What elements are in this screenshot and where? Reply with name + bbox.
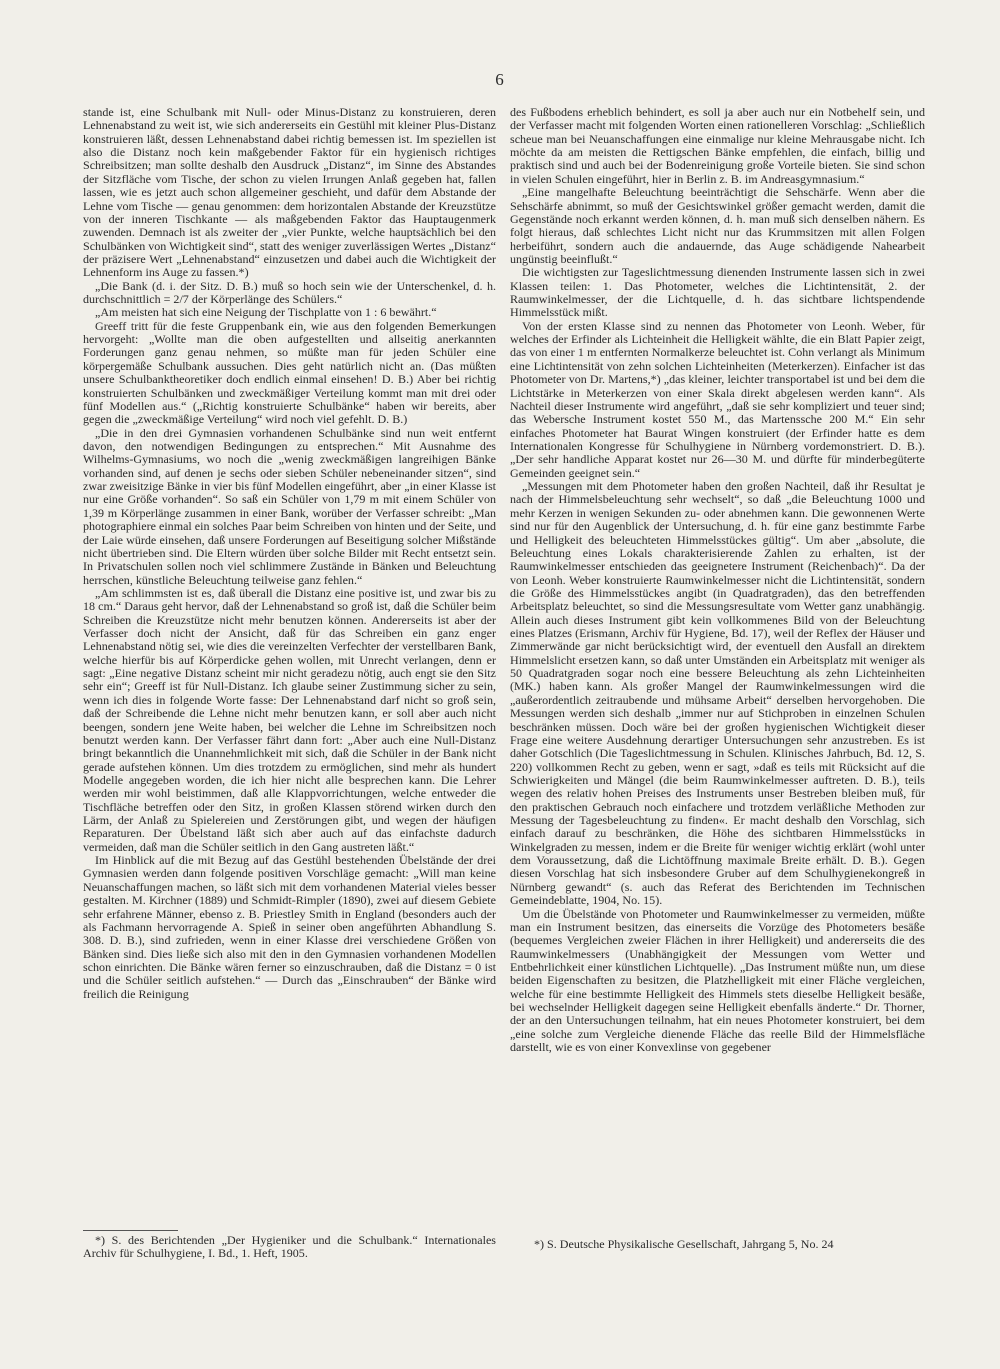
paragraph: Greeff tritt für die feste Gruppenbank ein, wie aus den folgenden Bemerkungen hervorgeht: „Wollte man die oben aufgestellten und allseitig anerkannten Forderungen ganz genau nehmen, so müßte man für jeden Schüler eine körpergemäße Schulbank aussuchen. Dies geht natürlich nicht an. (Das müßten unsere Schulbanktheoretiker doch endlich einmal einsehen! D. B.) Aber bei richtig konstruierten Schulbänken und zweckmäßiger Verteilung kommt man mit drei oder fünf Modellen aus.“ („Richtig konstruierte Schulbänke“ haben wir bereits, aber gegen die „zweckmäßige Verteilung“ wird noch viel gefehlt. D. B.) xyxy=(83,318,496,427)
footnote-divider xyxy=(83,1230,178,1231)
footnote-left: *) S. des Berichtenden „Der Hygieniker und die Schulbank.“ Internationales Archiv für Schulhygiene, I. Bd., 1. Heft, 1905. xyxy=(83,1233,496,1261)
paragraph: Von der ersten Klasse sind zu nennen das Photometer von Leonh. Weber, für welches der Erfinder als Lichteinheit die Helligkeit wählte, die ein Blatt Papier zeigt, das von einer 1 m entfernten Normalkerze beleuchtet ist. Cohn verlangt als Minimum eine Lichtintensität von zehn solchen Lichteinheiten (Meterkerzen). Einfacher ist das Photometer von Dr. Martens,*) „das kleiner, leichter transportabel ist und bei dem die Lichtstärke in Meterkerzen von einer Skala direkt abgelesen werden kann“. Als Nachteil dieser Instrumente wird angeführt, „daß sie sehr kompliziert und teuer sind; das Webersche Instrument kostet 550 M., das Martenssche 200 M.“ Ein sehr einfaches Photometer hat Baurat Wingen konstruiert (der Erfinder hatte es dem Internationalen Kongresse für Schulhygiene in Nürnberg vordemonstriert. D. B.). „Der sehr handliche Apparat kostet nur 26—30 M. und dürfte für minderbegüterte Gemeinden geeignet sein.“ xyxy=(510,318,925,480)
paragraph: „Am meisten hat sich eine Neigung der Tischplatte von 1 : 6 bewährt.“ xyxy=(95,305,437,320)
paragraph: „Die Bank (d. i. der Sitz. D. B.) muß so hoch sein wie der Unterschenkel, d. h. durchschnittlich = 2/7 der Körperlänge des Schülers.“ xyxy=(83,278,496,307)
paragraph: stande ist, eine Schulbank mit Null- oder Minus-Distanz zu konstruieren, deren Lehnenabstand zu weit ist, wie sich andererseits ein Gestühl mit kleiner Plus-Distanz konstruieren läßt, dessen Lehnenabstand dabei richtig bemessen ist. Im speziellen ist also die Distanz noch kein maßgebender Faktor für ein hygienisch richtiges Schreibsitzen; man sollte deshalb den Ausdruck „Distanz“, im Sinne des Abstandes der Sitzfläche vom Tische, der schon zu vielen Irrungen Anlaß gegeben hat, fallen lassen, wie es jetzt auch schon allgemeiner geschieht, und dafür dem Abstande der Lehne vom Tische — genau genommen: dem horizontalen Abstande der Kreuzstütze von der inneren Tischkante — als maßgebenden Faktor das Hauptaugenmerk zuwenden. Demnach ist als zweiter der „vier Punkte, welche hauptsächlich bei den Schulbänken von Wichtigkeit sind“, statt des weniger zuverlässigen Wertes „Distanz“ der präzisere Wert „Lehnenabstand“ einzusetzen und dabei auch die Wichtigkeit der Lehnenform ins Auge zu fassen.*) xyxy=(83,105,496,280)
footnote-right: *) S. Deutsche Physikalische Gesellschaft, Jahrgang 5, No. 24 xyxy=(534,1237,834,1251)
right-column xyxy=(510,106,925,1055)
left-column xyxy=(83,106,496,1001)
paragraph: Die wichtigsten zur Tageslichtmessung dienenden Instrumente lassen sich in zwei Klassen teilen: 1. Das Photometer, welches die Lichtintensität, 2. der Raumwinkelmesser, der die Lichtquelle, d. h. das sichtbare lichtspendende Himmelsstück mißt. xyxy=(510,265,925,320)
paragraph: Um die Übelstände von Photometer und Raumwinkelmesser zu vermeiden, müßte man ein Instrument besitzen, das einerseits die Vorzüge des Photometers besäße (bequemes Vergleichen zweier Flächen in ihrer Helligkeit) und andererseits die des Raumwinkelmessers (Unabhängigkeit der Messungen vom Wetter und Entbehrlichkeit einer künstlichen Lichtquelle). „Das Instrument müßte nun, um diese beiden Eigenschaften zu besitzen, die Platzhelligkeit mit einer Fläche vergleichen, welche für eine bestimmte Helligkeit des Himmels stets dieselbe Helligkeit besäße, bei wechselnder Helligkeit dagegen seine Helligkeit ebenfalls änderte.“ Dr. Thorner, der an den Untersuchungen teilnahm, hat ein neues Photometer konstruiert, bei dem „eine solche zum Vergleiche dienende Fläche das reelle Bild der Himmelsfläche darstellt, wie es von einer Konvexlinse von gegebener xyxy=(510,906,925,1055)
paragraph: „Am schlimmsten ist es, daß überall die Distanz eine positive ist, und zwar bis zu 18 cm.“ Daraus geht hervor, daß der Lehnenabstand so groß ist, daß die Schüler beim Schreiben die Kreuzstütze nicht mehr benutzen können. Andererseits ist aber der Verfasser doch nicht der Ansicht, daß für das Schreiben ein ganz enger Lehnenabstand nötig sei, wie dies die vereinzelten Verfechter der verstellbaren Bank, welche hierfür bis auf Körperdicke gehen wollen, mit Unrecht verlangen, denn er sagt: „Eine negative Distanz scheint mir nicht geradezu nötig, auch engt sie den Sitz sehr ein“; Greeff ist für Null-Distanz. Ich glaube seiner Zustimmung sicher zu sein, wenn ich dies in folgende Worte fasse: Der Lehnenabstand darf nicht so groß sein, daß der Schreibende die Lehne nicht mehr benutzen kann, er soll aber auch nicht beengen, sondern jene Weite haben, bei welcher die Lehne im Schreibsitzen noch benutzt werden kann. Der Verfasser fährt dann fort: „Aber auch eine Null-Distanz bringt bekanntlich die Unannehmlichkeit mit sich, daß die Schüler in der Bank nicht gerade aufstehen können. Um dies trotzdem zu ermöglichen, sind mehr als hundert Modelle angegeben worden, die ich hier nicht alle besprechen kann. Die Lehrer werden mir wohl beistimmen, daß alle Klappvorrichtungen, welche entweder die Tischfläche betreffen oder den Sitz, in großen Klassen störend wirken durch den Lärm, der Anlaß zu Spielereien und Zerstörungen gibt, und wegen der häufigen Reparaturen. Der Übelstand läßt sich aber auch auf das einfachste dadurch vermeiden, daß man die Schüler seitlich in den Gang austreten läßt.“ xyxy=(83,585,496,854)
paragraph: des Fußbodens erheblich behindert, es soll ja aber auch nur ein Notbehelf sein, und der Verfasser macht mit folgenden Worten einen rationelleren Vorschlag: „Schließlich scheue man bei Neuanschaffungen eine einmalige nur kleine Mehrausgabe nicht. Ich möchte da am meisten die Rettigschen Bänke empfehlen, die einfach, billig und praktisch sind und auch bei der Bodenreinigung große Vorteile bieten. Sie sind schon in vielen Schulen eingeführt, hier in Berlin z. B. im Andreasgymnasium.“ xyxy=(510,105,925,186)
paragraph: „Die in den drei Gymnasien vorhandenen Schulbänke sind nun weit entfernt davon, den notwendigen Bedingungen zu entsprechen.“ Mit Ausnahme des Wilhelms-Gymnasiums, wo noch die „wenig zweckmäßigen langreihigen Bänke vorhanden sind, auf denen je sechs oder sieben Schüler nebeneinander sitzen“, sind zwar zweisitzige Bänke in vier bis fünf Modellen eingeführt, aber „in einer Klasse ist nur eine Größe vorhanden“. So saß ein Schüler von 1,79 m mit einem Schüler von 1,39 m Körperlänge zusammen in einer Bank, worüber der Verfasser schreibt: „Man photographiere einmal ein solches Paar beim Schreiben von hinten und der Seite, und der Laie würde einsehen, daß unsere Forderungen auf Beseitigung solcher Mißstände nicht übertrieben sind. Die Eltern würden über solche Bilder mit Recht entsetzt sein. In Privatschulen sollen noch viel schlimmere Zustände in Bänken und Beleuchtung herrschen, künstliche Beleuchtung teilweise ganz fehlen.“ xyxy=(83,425,496,587)
paragraph: „Messungen mit dem Photometer haben den großen Nachteil, daß ihr Resultat je nach der Himmelsbeleuchtung sehr wechselt“, so daß „die Beleuchtung 1000 und mehr Kerzen in wenigen Sekunden zu- oder abnehmen kann. Die gewonnenen Werte sind nur für den Augenblick der Untersuchung, d. h. für eine ganz bestimmte Farbe und Helligkeit des beleuchteten Himmelsstückes gültig“. Um aber „absolute, die Beleuchtung eines Lokals charakterisierende Zahlen zu erhalten, ist der Raumwinkelmesser entschieden das geeignetere Instrument (Reichenbach)“. Da der von Leonh. Weber konstruierte Raumwinkelmesser nicht die Lichtintensität, sondern die Größe des Himmelsstückes angibt (in Quadratgraden), das den betreffenden Arbeitsplatz beleuchtet, so sind die Messungsresultate vom Wetter ganz unabhängig. Allein auch dieses Instrument gibt kein vollkommenes Bild von der Beleuchtung eines Platzes (Erismann, Archiv für Hygiene, Bd. 17), weil der Reflex der Häuser und Zimmerwände gar nicht berücksichtigt wird, der eventuell den Ausfall an direktem Himmelslicht ersetzen kann, so daß unter Umständen ein Arbeitsplatz mit weniger als 50 Quadratgraden sogar noch eine bessere Beleuchtung als zehn Lichteinheiten (MK.) haben kann. Als großer Mangel der Raumwinkelmessungen wird die „außerordentlich zeitraubende und mühsame Arbeit“ derselben hervorgehoben. Die Messungen werden sich deshalb „immer nur auf Stichproben in einzelnen Schulen beschränken müssen. Doch wäre bei der großen hygienischen Wichtigkeit dieser Frage eine weitere Ausdehnung derartiger Untersuchungen sehr anzustreben. Es ist daher Gotschlich (Die Tageslichtmessung in Schulen. Klinisches Jahrbuch, Bd. 12, S. 220) vollkommen Recht zu geben, wenn er sagt, »daß es teils mit Rücksicht auf die Schwierigkeiten und Mängel (die beim Raumwinkelmesser auftreten. D. B.), teils wegen des relativ hohen Preises des Instruments unser Bestreben bleiben muß, für den praktischen Gebrauch noch einfachere und trotzdem verläßliche Methoden zur Messung der Tagesbeleuchtung zu finden«. Er macht deshalb den Vorschlag, sich einfach darauf zu beschränken, die Höhe des sichtbaren Himmelsstücks in Winkelgraden zu messen, indem er die Breite für weniger wichtig erklärt (wohl unter dem Voraussetzung, daß die Lichtöffnung maximale Breite erhält. D. B.). Gegen diesen Vorschlag hat sich insbesondere Gruber auf dem Schulhygienekongreß in Nürnberg gewandt“ (s. auch das Referat des Berichtenden im Technischen Gemeindeblatte, 1904, No. 15). xyxy=(510,479,925,908)
paragraph: „Eine mangelhafte Beleuchtung beeinträchtigt die Sehschärfe. Wenn aber die Sehschärfe abnimmt, so muß der Gesichtswinkel größer gemacht werden, damit die Gegenstände noch erkannt werden können, d. h. man muß sich denselben nähern. Es folgt hieraus, daß schlechtes Licht nicht nur das Krummsitzen mit allen Folgen herbeiführt, sondern auch die andauernde, das Auge schädigende Nahearbeit ungünstig beeinflußt.“ xyxy=(510,185,925,266)
paragraph: Im Hinblick auf die mit Bezug auf das Gestühl bestehenden Übelstände der drei Gymnasien werden dann folgende positiven Vorschläge gemacht: „Will man keine Neuanschaffungen machen, so läßt sich mit dem vorhandenen Material vieles besser gestalten. M. Kirchner (1889) und Schmidt-Rimpler (1890), zwei auf diesem Gebiete sehr erfahrene Männer, ebenso z. B. Priestley Smith in England (besonders auch der als Fachmann hervorragende A. Spieß in seiner oben angeführten Abhandlung S. 308. D. B.), sind zufrieden, wenn in einer Klasse drei verschiedene Größen von Bänken sind. Dies ließe sich also mit den in den Gymnasien vorhandenen Modellen schon einrichten. Die Bänke wären ferner so einzuschrauben, daß die Distanz = 0 ist und die Schüler seitlich aufstehen.“ — Durch das „Einschrauben“ der Bänke wird freilich die Reinigung xyxy=(83,853,496,1001)
page-number: 6 xyxy=(495,70,505,89)
